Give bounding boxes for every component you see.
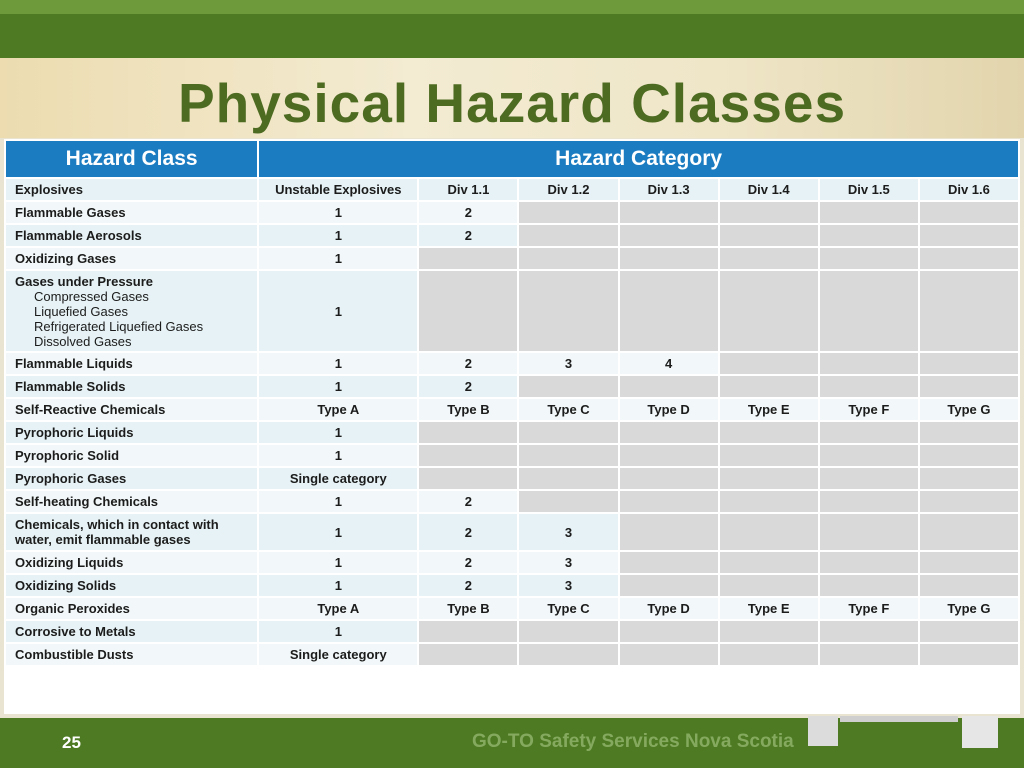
empty-category-cell — [920, 225, 1018, 246]
hazard-class-cell — [6, 202, 257, 223]
table-row — [6, 445, 1018, 466]
hazard-class-cell — [6, 376, 257, 397]
empty-category-cell — [419, 271, 517, 351]
hazard-class-name: Pyrophoric Gases — [15, 471, 127, 486]
empty-category-cell — [820, 491, 918, 512]
category-cell: Div 1.5 — [820, 179, 918, 200]
category-cell: 3 — [519, 353, 617, 374]
hazard-subclass-name: Refrigerated Liquefied Gases — [34, 318, 204, 334]
category-cell: Div 1.4 — [720, 179, 818, 200]
category-cell: 1 — [259, 422, 417, 443]
table-body — [6, 179, 1018, 665]
category-cell: Type G — [920, 598, 1018, 619]
category-cell: 3 — [519, 575, 617, 596]
empty-category-cell — [820, 644, 918, 665]
hazard-class-cell — [6, 552, 257, 573]
empty-category-cell — [620, 468, 718, 489]
category-cell: 2 — [419, 202, 517, 223]
table-row — [6, 271, 1018, 351]
empty-category-cell — [920, 514, 1018, 550]
hazard-class-cell — [6, 491, 257, 512]
empty-category-cell — [720, 514, 818, 550]
table-row — [6, 225, 1018, 246]
hazard-class-name: Self-Reactive Chemicals — [15, 402, 166, 417]
header-hazard-category: Hazard Category — [259, 141, 1018, 177]
empty-category-cell — [620, 271, 718, 351]
empty-category-cell — [419, 445, 517, 466]
empty-category-cell — [820, 514, 918, 550]
empty-category-cell — [820, 552, 918, 573]
empty-category-cell — [720, 248, 818, 269]
category-cell: 4 — [620, 353, 718, 374]
category-cell: 3 — [519, 552, 617, 573]
page-title: Physical Hazard Classes — [177, 72, 847, 134]
empty-category-cell — [419, 422, 517, 443]
category-cell: 1 — [259, 225, 417, 246]
empty-category-cell — [620, 552, 718, 573]
hazard-subclass-name: Compressed Gases — [34, 288, 149, 304]
empty-category-cell — [820, 468, 918, 489]
empty-category-cell — [820, 202, 918, 223]
hazard-class-cell — [6, 598, 257, 619]
empty-category-cell — [720, 225, 818, 246]
table-row — [6, 353, 1018, 374]
table-row — [6, 575, 1018, 596]
top-band — [0, 0, 1024, 14]
category-cell: 2 — [419, 491, 517, 512]
hazard-class-cell — [6, 271, 257, 351]
category-cell: Type C — [519, 399, 617, 420]
empty-category-cell — [820, 575, 918, 596]
hazard-class-name: Self-heating Chemicals — [15, 494, 159, 509]
empty-category-cell — [720, 491, 818, 512]
hazard-class-name: Corrosive to Metals — [15, 624, 136, 639]
hazard-class-name: Oxidizing Gases — [15, 251, 117, 266]
empty-category-cell — [620, 514, 718, 550]
hazard-class-name: Combustible Dusts — [15, 647, 134, 662]
empty-category-cell — [820, 353, 918, 374]
category-cell: Div 1.3 — [620, 179, 718, 200]
category-cell: Div 1.6 — [920, 179, 1018, 200]
empty-category-cell — [720, 621, 818, 642]
category-cell: 1 — [259, 248, 417, 269]
empty-category-cell — [620, 575, 718, 596]
empty-category-cell — [620, 225, 718, 246]
category-cell: Type D — [620, 598, 718, 619]
empty-category-cell — [820, 376, 918, 397]
category-cell: Div 1.1 — [419, 179, 517, 200]
category-cell: 1 — [259, 376, 417, 397]
empty-category-cell — [820, 225, 918, 246]
hazard-class-name: Flammable Gases — [15, 205, 126, 220]
empty-category-cell — [519, 422, 617, 443]
hazard-table-container — [4, 139, 1020, 714]
category-cell: Div 1.2 — [519, 179, 617, 200]
empty-category-cell — [920, 376, 1018, 397]
empty-category-cell — [620, 376, 718, 397]
table-row — [6, 468, 1018, 489]
category-cell: Type E — [720, 399, 818, 420]
table-row — [6, 644, 1018, 665]
empty-category-cell — [920, 621, 1018, 642]
empty-category-cell — [920, 552, 1018, 573]
hazard-class-cell — [6, 399, 257, 420]
empty-category-cell — [820, 422, 918, 443]
hazard-class-cell — [6, 445, 257, 466]
category-cell: Type F — [820, 399, 918, 420]
hazard-table — [4, 139, 1020, 667]
empty-category-cell — [920, 422, 1018, 443]
hazard-class-name: Oxidizing Solids — [15, 578, 117, 593]
empty-category-cell — [419, 644, 517, 665]
empty-category-cell — [920, 491, 1018, 512]
empty-category-cell — [620, 491, 718, 512]
table-row — [6, 248, 1018, 269]
table-header-row — [6, 141, 1018, 177]
empty-category-cell — [620, 445, 718, 466]
hazard-class-name: Oxidizing Liquids — [15, 555, 124, 570]
empty-category-cell — [419, 468, 517, 489]
empty-category-cell — [620, 621, 718, 642]
empty-category-cell — [519, 621, 617, 642]
empty-category-cell — [620, 248, 718, 269]
empty-category-cell — [419, 621, 517, 642]
empty-category-cell — [519, 376, 617, 397]
hazard-class-cell — [6, 422, 257, 443]
empty-category-cell — [720, 644, 818, 665]
footer-decoration-post — [962, 716, 998, 748]
empty-category-cell — [419, 248, 517, 269]
empty-category-cell — [720, 202, 818, 223]
category-cell: Type A — [259, 399, 417, 420]
table-row — [6, 514, 1018, 550]
table-row — [6, 621, 1018, 642]
category-cell: Type C — [519, 598, 617, 619]
empty-category-cell — [920, 644, 1018, 665]
empty-category-cell — [820, 271, 918, 351]
hazard-class-name: Flammable Liquids — [15, 356, 133, 371]
hazard-subclass-name: Dissolved Gases — [34, 333, 132, 349]
category-cell: 2 — [419, 514, 517, 550]
category-cell: Type E — [720, 598, 818, 619]
footer-organization: GO-TO Safety Services Nova Scotia — [472, 731, 794, 752]
hazard-class-cell — [6, 621, 257, 642]
hazard-class-name: Flammable Solids — [15, 379, 126, 394]
empty-category-cell — [519, 271, 617, 351]
empty-category-cell — [519, 491, 617, 512]
hazard-subclass-name: Liquefied Gases — [34, 303, 128, 319]
table-row — [6, 491, 1018, 512]
empty-category-cell — [519, 225, 617, 246]
empty-category-cell — [720, 271, 818, 351]
category-cell: 1 — [259, 575, 417, 596]
hazard-class-cell — [6, 248, 257, 269]
table-row — [6, 202, 1018, 223]
category-cell: 2 — [419, 225, 517, 246]
header-hazard-class: Hazard Class — [6, 141, 257, 177]
empty-category-cell — [920, 271, 1018, 351]
footer-decoration-rail — [840, 716, 958, 722]
category-cell: Type B — [419, 399, 517, 420]
category-cell: 1 — [259, 202, 417, 223]
category-cell: 2 — [419, 376, 517, 397]
empty-category-cell — [920, 575, 1018, 596]
category-cell: Type G — [920, 399, 1018, 420]
empty-category-cell — [920, 248, 1018, 269]
empty-category-cell — [920, 353, 1018, 374]
category-cell: 1 — [259, 445, 417, 466]
hazard-class-name: Chemicals, which in contact with water, emit flammable gases — [15, 517, 219, 547]
category-cell: Single category — [259, 644, 417, 665]
category-cell: 3 — [519, 514, 617, 550]
empty-category-cell — [820, 621, 918, 642]
empty-category-cell — [920, 468, 1018, 489]
hazard-class-name: Pyrophoric Solid — [15, 448, 120, 463]
hazard-class-cell — [6, 179, 257, 200]
empty-category-cell — [720, 376, 818, 397]
category-cell: Type D — [620, 399, 718, 420]
empty-category-cell — [720, 468, 818, 489]
category-cell: Type A — [259, 598, 417, 619]
category-cell: Unstable Explosives — [259, 179, 417, 200]
empty-category-cell — [920, 202, 1018, 223]
hazard-class-name: Organic Peroxides — [15, 601, 130, 616]
category-cell: Single category — [259, 468, 417, 489]
hazard-class-cell — [6, 353, 257, 374]
table-row — [6, 552, 1018, 573]
hazard-class-cell — [6, 468, 257, 489]
category-cell: 1 — [259, 491, 417, 512]
category-cell: Type B — [419, 598, 517, 619]
category-cell: 1 — [259, 271, 417, 351]
table-row — [6, 376, 1018, 397]
table-row — [6, 422, 1018, 443]
empty-category-cell — [519, 644, 617, 665]
hazard-class-cell — [6, 225, 257, 246]
empty-category-cell — [519, 202, 617, 223]
hazard-class-name: Pyrophoric Liquids — [15, 425, 134, 440]
empty-category-cell — [620, 644, 718, 665]
category-cell: Type F — [820, 598, 918, 619]
hazard-class-cell — [6, 575, 257, 596]
empty-category-cell — [920, 445, 1018, 466]
category-cell: 2 — [419, 353, 517, 374]
empty-category-cell — [720, 353, 818, 374]
category-cell: 1 — [259, 552, 417, 573]
empty-category-cell — [519, 468, 617, 489]
category-cell: 1 — [259, 621, 417, 642]
hazard-class-name: Explosives — [15, 182, 83, 197]
empty-category-cell — [720, 552, 818, 573]
empty-category-cell — [720, 422, 818, 443]
empty-category-cell — [620, 202, 718, 223]
footer-decoration-post — [808, 716, 838, 746]
table-row — [6, 598, 1018, 619]
hazard-class-cell — [6, 514, 257, 550]
empty-category-cell — [720, 445, 818, 466]
table-row — [6, 179, 1018, 200]
empty-category-cell — [519, 445, 617, 466]
hazard-class-name: Gases under Pressure — [15, 273, 154, 289]
header-band — [0, 14, 1024, 58]
page-number: 25 — [62, 733, 81, 752]
empty-category-cell — [620, 422, 718, 443]
empty-category-cell — [820, 248, 918, 269]
empty-category-cell — [720, 575, 818, 596]
table-row — [6, 399, 1018, 420]
empty-category-cell — [519, 248, 617, 269]
hazard-class-cell — [6, 644, 257, 665]
hazard-class-name: Flammable Aerosols — [15, 228, 142, 243]
category-cell: 1 — [259, 514, 417, 550]
category-cell: 2 — [419, 552, 517, 573]
category-cell: 2 — [419, 575, 517, 596]
category-cell: 1 — [259, 353, 417, 374]
empty-category-cell — [820, 445, 918, 466]
